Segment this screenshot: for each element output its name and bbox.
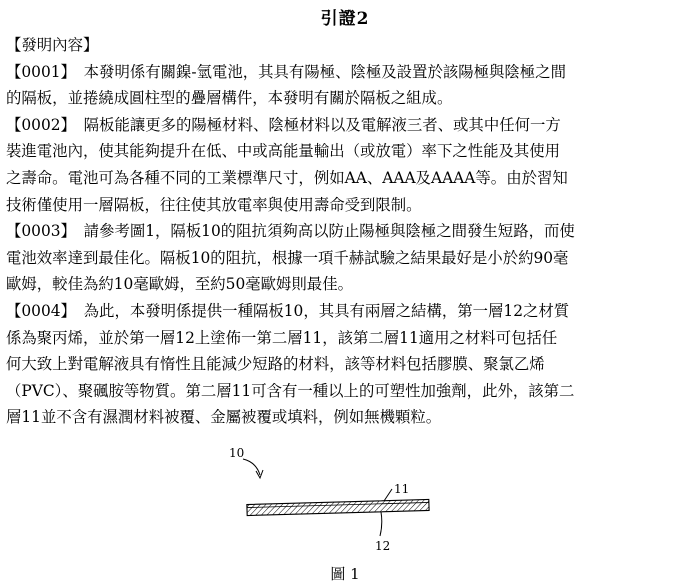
- label-11: 11: [394, 482, 410, 496]
- figure-caption: 圖 1: [330, 565, 360, 583]
- paragraph-0002-line-4: 技術僅使用一層隔板，往往使其放電率與使用壽命受到限制。: [6, 195, 422, 214]
- page-heading: 引證2: [320, 9, 370, 29]
- paragraph-0001-line-2: 的隔板，並捲繞成圓柱型的疊層構件，本發明有關於隔板之組成。: [6, 89, 453, 108]
- paragraph-0004-line-2: 係為聚丙烯，並於第一層12上塗佈一第二層11，該第二層11適用之材料可包括任: [6, 328, 558, 347]
- paragraph-0002-line-3: 之壽命。電池可為各種不同的工業標準尺寸，例如AA、AAA及AAAA等。由於習知: [6, 168, 568, 187]
- separator-layer-12: [247, 499, 429, 515]
- paragraph-0003-line-2: 電池效率達到最佳化。隔板10的阻抗，根據一項千赫試驗之結果最好是小於約90毫: [6, 248, 569, 267]
- paragraph-tag-0002: 【0002】: [6, 115, 69, 134]
- paragraph-0004-line-3: 何大致上對電解液具有惰性且能減少短路的材料，該等材料包括膠膜、聚氯乙烯: [6, 355, 545, 374]
- paragraph-0004-line-5: 層11並不含有濕潤材料被覆、金屬被覆或填料，例如無機顆粒。: [6, 408, 442, 427]
- paragraph-0004-line-1: [6, 298, 686, 325]
- paragraph-0002-line-1: [6, 112, 686, 139]
- paragraph-tag-0003: 【0003】: [6, 222, 69, 241]
- paragraph-0003-line-1: [6, 218, 686, 245]
- paragraph-0001-line-1: [6, 59, 686, 86]
- paragraph-text: 隔板能讓更多的陽極材料、陰極材料以及電解液三者、或其中任何一方: [83, 115, 561, 134]
- paragraph-text: 本發明係有關鎳-氫電池，其具有陽極、陰極及設置於該陽極與陰極之間: [83, 62, 566, 81]
- paragraph-0004-line-4: （PVC）、聚碸胺等物質。第二層11可含有一種以上的可塑性加強劑，此外，該第二: [6, 381, 575, 400]
- paragraph-tag-0004: 【0004】: [6, 301, 69, 320]
- leader-line-12: [380, 512, 382, 536]
- label-10: 10: [229, 446, 245, 460]
- leader-line-11: [384, 489, 392, 501]
- paragraph-text: 為此，本發明係提供一種隔板10，其具有兩層之結構，第一層12之材質: [83, 301, 570, 320]
- section-heading: 【發明內容】: [6, 36, 99, 54]
- paragraph-0003-line-3: 歐姆，較佳為約10毫歐姆，至約50毫歐姆則最佳。: [6, 275, 353, 294]
- paragraph-0002-line-2: 裝進電池內，使其能夠提升在低、中或高能量輸出（或放電）率下之性能及其使用: [6, 142, 561, 161]
- label-12: 12: [375, 539, 391, 553]
- document-body: [6, 32, 686, 431]
- paragraph-tag-0001: 【0001】: [6, 62, 69, 81]
- paragraph-text: 請參考圖1，隔板10的阻抗須夠高以防止陽極與陰極之間發生短路，而使: [83, 222, 575, 241]
- separator-strip: [247, 499, 429, 515]
